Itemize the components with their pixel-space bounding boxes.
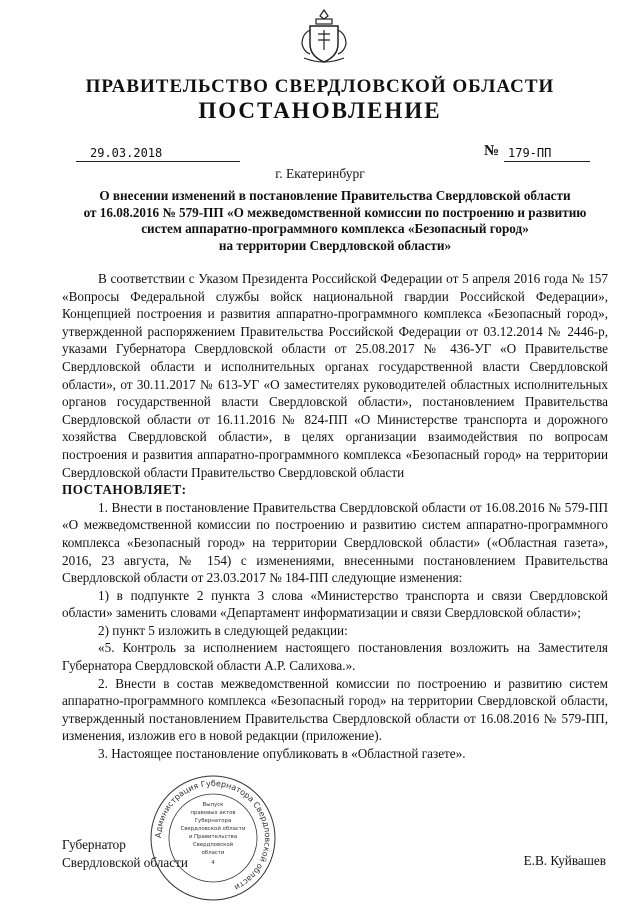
stamp-line: и Правительства (188, 834, 238, 840)
signatory-name: Е.В. Куйвашев (523, 853, 606, 868)
document-heading (60, 188, 610, 254)
paragraph-1-2-text: «5. Контроль за исполнением настоящего постановления возложить на Заместителя Губернатора Свердловской области А.Р. Салихова.». (62, 640, 608, 674)
stamp-line: области (201, 850, 225, 856)
signatory-title-line: Свердловской области (62, 854, 188, 870)
official-stamp-icon (146, 774, 280, 902)
stamp-ring-text: Администрация Губернатора Свердловской области (153, 778, 273, 892)
heading-line: систем аппаратно-программного комплекса «Безопасный город» (141, 221, 529, 236)
preamble-paragraph: В соответствии с Указом Президента Российской Федерации от 5 апреля 2016 года № 157 «Вопросы Федеральной службы войск национальной гвардии Российской Федерации», Концепцией построения и развития аппаратно-программного комплекса «Безопасный город», утвержденной распоряжением Правительства Российской Федерации от 03.12.2014 № 2446-р, указами Губернатора Свердловской области от 25.08.2017 № 436-УГ «О Правительстве Свердловской области и исполнительных органах государственной власти Свердловской области», от 30.11.2017 № 613-УГ «О заместителях руководителей областных исполнительных органов государственной власти Свердловской области», постановлением Правительства Свердловской области от 16.11.2016 № 824-ПП «О Министерстве транспорта и дорожного хозяйства Свердловской области», в целях организации взаимодействия по вопросам построения и развития аппаратно-программного комплекса «Безопасный город» на территории Свердловской области Правительство Свердловской области (62, 271, 608, 480)
paragraph-1-1: 1) в подпункте 2 пункта 3 слова «Министерство транспорта и связи Свердловской области» заменить словами «Департамент информатизации и связи Свердловской области»; (62, 587, 608, 621)
document-date: 29.03.2018 (76, 145, 240, 162)
stamp-line: Выпуск (202, 802, 224, 808)
document-type: ПОСТАНОВЛЕНИЕ (198, 98, 442, 123)
heading-line: на территории Свердловской области» (218, 237, 452, 253)
coat-of-arms-icon (298, 8, 350, 66)
document-number: 179-ПП (504, 145, 590, 162)
government-title: ПРАВИТЕЛЬСТВО СВЕРДЛОВСКОЙ ОБЛАСТИ (85, 76, 555, 97)
number-label: № (484, 143, 500, 159)
paragraph-1: 1. Внести в постановление Правительства Свердловской области от 16.08.2016 № 579-ПП «О межведомственной комиссии по построению и развитию систем аппаратно-программного комплекса «Безопасный город» на территории Свердловской области» («Областная газета», 2016, 23 августа, № 154) с изменениями, внесенными постановлением Правительства Свердловской области от 23.03.2017 № 184-ПП следующие изменения: (62, 499, 608, 586)
decree-word: ПОСТАНОВЛЯЕТ: (62, 482, 187, 498)
paragraph-2: 2. Внести в состав межведомственной комиссии по построению и развитию систем аппаратно-программного комплекса «Безопасный город» на территории Свердловской области, утвержденный постановлением Правительства Свердловской области от 16.08.2016 № 579-ПП, изменения, изложив его в новой редакции (приложение). (62, 675, 608, 744)
document-body (62, 270, 608, 763)
heading-line: О внесении изменений в постановление Правительства Свердловской области (99, 188, 571, 203)
stamp-line: Губернатора (194, 818, 232, 824)
stamp-number: 4 (211, 860, 215, 866)
paragraph-3: 3. Настоящее постановление опубликовать в «Областной газете». (98, 746, 466, 762)
stamp-line: Свердловской области (180, 826, 246, 832)
stamp-line: Свердловской (192, 842, 234, 848)
heading-line: от 16.08.2016 № 579-ПП «О межведомственной комиссии по построению и развитию (83, 204, 587, 220)
stamp-line: правовых актов (190, 810, 236, 816)
signatory-title-line: Губернатор (62, 837, 126, 852)
paragraph-1-2: 2) пункт 5 изложить в следующей редакции: (98, 622, 348, 638)
city: г. Екатеринбург (275, 166, 365, 181)
